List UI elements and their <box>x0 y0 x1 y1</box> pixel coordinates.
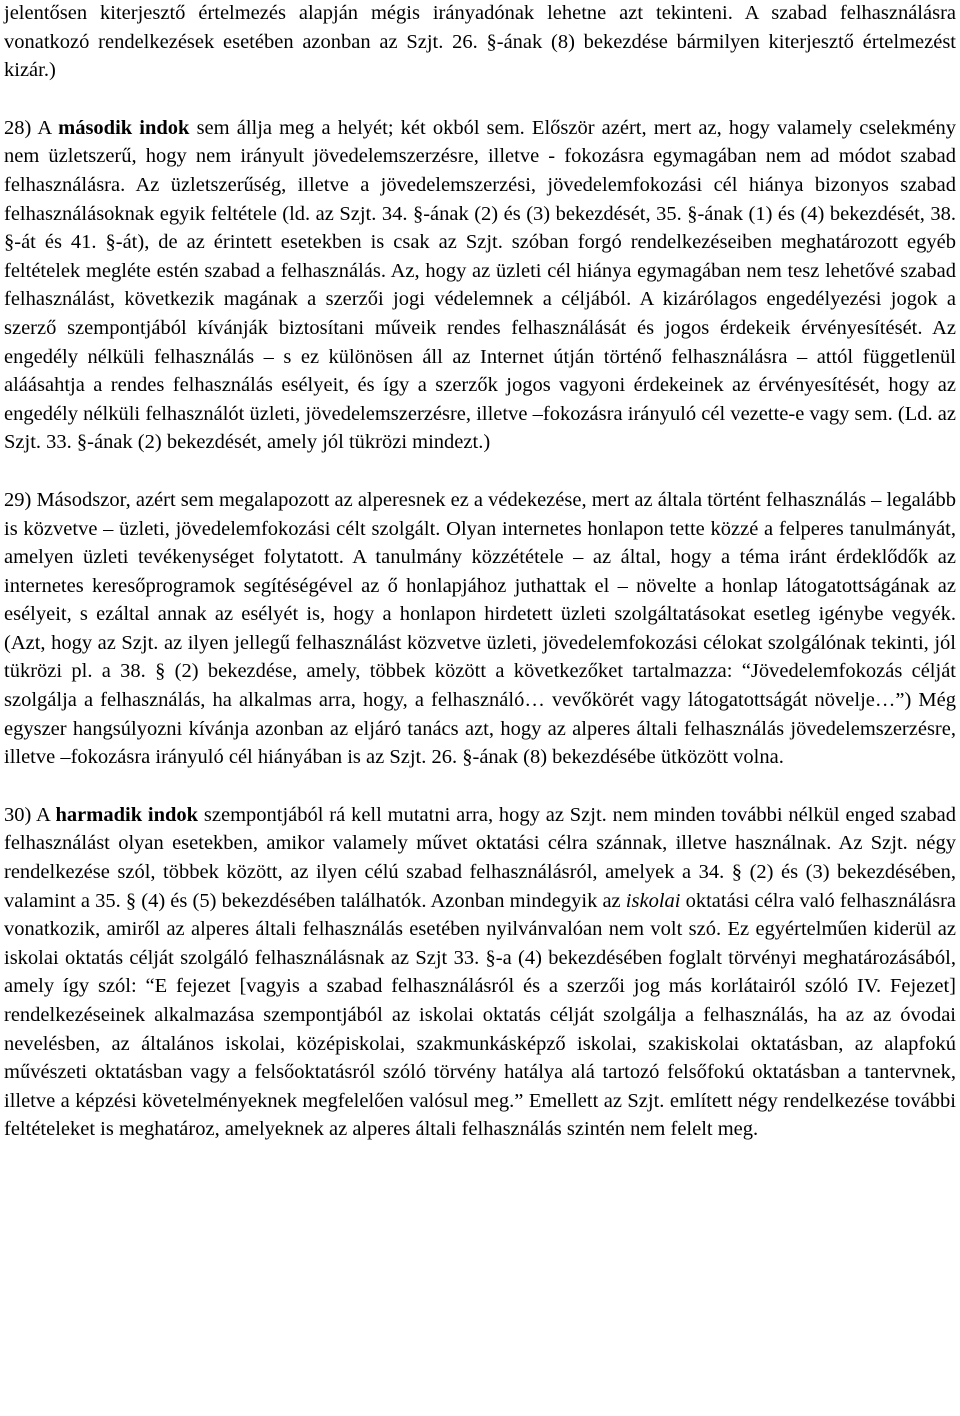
paragraph-30-text-a: szempontjából rá kell mutatni arra, hogy az Szjt. nem minden további nélkül enged szabad felhasználást olyan esetekben, amikor valamely művet oktatási célra szánnak, illetve használnak. Az Szjt. négy rendelkezése szól, többek között, az ilyen célú szabad felhasználásról, amelyek a 34. § (2) és (3) bekezdésében, valamint a 35. § (4) és (5) bekezdésében találhatók. Azonban mindegyik az <box>4 803 956 912</box>
paragraph-29-text: 29) Másodszor, azért sem megalapozott az alperesnek ez a védekezése, mert az általa történt felhasználás – legalább is közvetve – üzleti, jövedelemfokozási célt szolgált. Olyan internetes honlapon tette közzé a felperes tanulmányát, amelyen üzleti tevékenységet folytatott. A tanulmány közzététele – az által, hogy a téma iránt érdeklődők az internetes keresőprogramok segítéségével az ő honlapjához juthattak el – növelte a honlap látogatottságának az esélyeit, s ezáltal annak az esélyét is, hogy a honlapon hirdetett üzleti szolgáltatásokat esetleg igénybe vegyék. (Azt, hogy az Szjt. az ilyen jellegű felhasználást közvetve üzleti, jövedelemfokozási célokat szolgálónak tekinti, jól tükrözi pl. a 38. § (2) bekezdése, amely, többek között a következőket tartalmazza: “Jövedelemfokozás célját szolgálja a felhasználás, ha alkalmas arra, hogy, a felhasználó… vevőkörét vagy látogatottságát növelje…”) Még egyszer hangsúlyozni kívánja azonban az eljáró tanács azt, hogy az alperes általi felhasználás jövedelemszerzésre, illetve –fokozásra irányuló cél hiányában is az Szjt. 26. §-ának (8) bekezdésébe ütközött volna. <box>4 488 956 769</box>
paragraph-28-bold-term: második indok <box>58 116 190 139</box>
paragraph-29 <box>4 486 956 772</box>
paragraph-30-italic-term: iskolai <box>625 889 681 912</box>
paragraph-30-number: 30) A <box>4 803 56 826</box>
paragraph-28-number: 28) A <box>4 116 59 139</box>
paragraph-28-text: sem állja meg a helyét; két okból sem. Először azért, mert az, hogy valamely cselekmény nem üzletszerű, hogy nem irányult jövedelemszerzésre, illetve - fokozásra egymagában nem ad módot szabad felhasználásra. Az üzletszerűség, illetve a jövedelemszerzési, jövedelemfokozási cél hiánya bizonyos szabad felhasználásoknak egyik feltétele (ld. az Szjt. 34. §-ának (2) és (3) bekezdését, 35. §-ának (1) és (4) bekezdését, 38. §-át és 41. §-át), de az érintett esetekben is csak az Szjt. szóban forgó rendelkezéseiben meghatározott egyéb feltételek megléte estén szabad a felhasználás. Az, hogy az üzleti cél hiánya egymagában nem tesz lehetővé szabad felhasználást, következik magának a szerzői jogi védelemnek a céljából. A kizárólagos engedélyezési jogok a szerző szempontjából kívánják biztosítani műveik rendes felhasználását és jogos érdekeik érvényesítését. Az engedély nélküli felhasználás – s ez különösen áll az Internet útján történő felhasználásra – attól függetlenül aláásahtja a rendes felhasználás esélyeit, és így a szerzők jogos vagyoni érdekeinek az érvényesítését, hogy az engedély nélküli felhasználót üzleti, jövedelemszerzésre, illetve –fokozásra irányuló cél vezette-e vagy sem. (Ld. az Szjt. 33. §-ának (2) bekezdését, amely jól tükrözi mindezt.) <box>4 116 956 454</box>
paragraph-spacer <box>4 85 956 114</box>
paragraph-spacer <box>4 772 956 801</box>
paragraph-30 <box>4 801 956 1144</box>
paragraph-28 <box>4 114 956 457</box>
paragraph-27-text: jelentősen kiterjesztő értelmezés alapján mégis irányadónak lehetne azt tekinteni. A szabad felhasználásra vonatkozó rendelkezések esetében azonban az Szjt. 26. §-ának (8) bekezdése bármilyen kiterjesztő értelmezést kizár.) <box>4 2 956 82</box>
document-page <box>4 0 956 1144</box>
paragraph-spacer <box>4 457 956 486</box>
paragraph-30-text-b: oktatási célra való felhasználásra vonatkozik, amiről az alperes általi felhasználás esetében nyilvánvalóan nem volt szó. Ez egyértelműen kiderül az iskolai oktatás célját szolgáló felhasználásnak az Szjt 33. §-a (4) bekezdésében foglalt törvényi meghatározásából, amely így szól: “E fejezet [vagyis a szabad felhasználásról és a szerzői jog más korlátairól szóló IV. Fejezet] rendelkezéseinek alkalmazása szempontjából az iskolai oktatás célját szolgálja a felhasználás, ha az az óvodai nevelésben, az általános iskolai, középiskolai, szakmunkásképző iskolai, szakiskolai oktatásban, az alapfokú művészeti oktatásban vagy a felsőoktatásról szóló törvény hatálya alá tartozó felsőfokú oktatásban a tantervnek, illetve a képzési követelményeknek megfelelően valósul meg.” Emellett az Szjt. említett négy rendelkezése további feltételeket is meghatároz, amelyeknek az alperes általi felhasználás szintén nem felelt meg. <box>4 889 956 1141</box>
paragraph-27-tail <box>4 0 956 85</box>
paragraph-30-bold-term: harmadik indok <box>55 803 199 826</box>
